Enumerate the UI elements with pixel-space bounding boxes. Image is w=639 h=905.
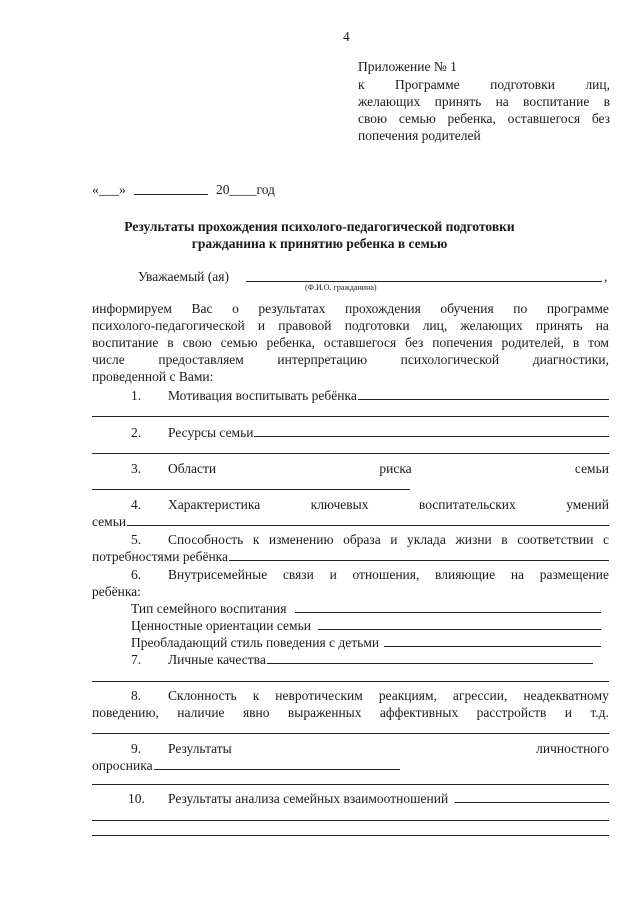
item-3-number: 3. xyxy=(131,461,142,476)
item-7-number: 7. xyxy=(131,652,142,667)
intro-line-2: психолого-педагогической и правовой подготовки лиц, желающих принять на xyxy=(92,318,609,333)
page-number: 4 xyxy=(343,29,350,44)
appendix-line-2: желающих принять на воспитание в xyxy=(358,94,610,109)
item-8-number: 8. xyxy=(131,688,142,703)
item-8-cont: поведению, наличие явно выраженных аффективных расстройств и т.д. xyxy=(92,705,609,720)
item-6-number: 6. xyxy=(131,567,142,582)
heading-line-2: гражданина к принятию ребенка в семью xyxy=(191,236,448,251)
appendix-line-3: свою семью ребенка, оставшегося без xyxy=(358,111,610,126)
fio-caption: (Ф.И.О. гражданина) xyxy=(305,283,377,292)
item-5-field xyxy=(229,548,609,561)
item-9-number: 9. xyxy=(131,741,142,756)
item-6-cont: ребёнка: xyxy=(92,584,141,599)
item-5-cont: потребностями ребёнка xyxy=(92,548,609,565)
item-9-text: Результаты личностного xyxy=(168,741,609,756)
intro-line-1: информируем Вас о результатах прохождения обучения по программе xyxy=(92,301,609,316)
item-6-sub-2-field xyxy=(318,617,601,630)
appendix-line-4: попечения родителей xyxy=(358,128,481,143)
item-9-extra-line xyxy=(92,784,609,785)
salutation-comma: , xyxy=(604,269,608,284)
date-day: «___» xyxy=(92,182,126,197)
item-6-sub-3: Преобладающий стиль поведения с детьми xyxy=(131,634,601,651)
item-3-field xyxy=(92,489,410,490)
item-5-text: Способность к изменению образа и уклада жизни в соответствии с xyxy=(168,532,609,547)
item-1-extra-line xyxy=(92,416,609,417)
item-10-extra-line-1 xyxy=(92,820,609,821)
item-10-extra-line-2 xyxy=(92,835,609,836)
item-9-cont: опросника xyxy=(92,757,400,774)
item-10-label: Результаты анализа семейных взаимоотношений xyxy=(168,791,449,806)
item-2-extra-line xyxy=(92,453,609,454)
salutation-text: Уважаемый (ая) xyxy=(138,269,229,284)
item-7-extra-line xyxy=(92,681,609,682)
item-4-field xyxy=(127,513,609,526)
item-2-number: 2. xyxy=(131,425,142,440)
item-1-field xyxy=(358,387,609,400)
item-4-cont: семьи xyxy=(92,513,609,530)
item-10-number: 10. xyxy=(128,791,145,806)
item-6-sub-1: Тип семейного воспитания xyxy=(131,600,601,617)
item-6-text: Внутрисемейные связи и отношения, влияющие на размещение xyxy=(168,567,609,582)
item-10 xyxy=(168,790,609,807)
appendix-line-1: к Программе подготовки лиц, xyxy=(358,77,610,92)
item-1-label: Мотивация воспитывать ребёнка xyxy=(168,388,357,403)
item-6-sub-3-field xyxy=(384,634,601,647)
item-7 xyxy=(168,651,593,668)
intro-line-3: воспитание в свою семью ребенка, оставшегося без попечения родителей, в том xyxy=(92,335,609,350)
item-7-field xyxy=(267,651,593,664)
intro-line-4: числе предоставляем интерпретацию психологической диагностики, xyxy=(92,352,609,367)
item-2 xyxy=(168,424,609,441)
item-10-field xyxy=(455,790,609,803)
item-7-label: Личные качества xyxy=(168,652,266,667)
date-month-blank xyxy=(134,194,208,195)
item-1 xyxy=(168,387,609,404)
item-6-sub-2: Ценностные ориентации семьи xyxy=(131,617,601,634)
appendix-title: Приложение № 1 xyxy=(358,59,457,74)
heading-line-1: Результаты прохождения психолого-педагогической подготовки xyxy=(124,219,515,234)
item-4-text: Характеристика ключевых воспитательских умений xyxy=(168,497,609,512)
item-5-number: 5. xyxy=(131,532,142,547)
date-year: 20____год xyxy=(216,182,275,197)
item-8-field xyxy=(92,733,609,734)
item-1-number: 1. xyxy=(131,388,142,403)
item-6-sub-1-field xyxy=(295,600,601,613)
intro-line-5: проведенной с Вами: xyxy=(92,369,214,384)
item-3-text: Области риска семьи xyxy=(168,461,609,476)
item-2-field xyxy=(254,424,609,437)
item-8-text: Склонность к невротическим реакциям, агрессии, неадекватному xyxy=(168,688,609,703)
item-9-field xyxy=(154,757,400,770)
item-2-label: Ресурсы семьи xyxy=(168,425,254,440)
fio-field xyxy=(246,281,602,282)
item-4-number: 4. xyxy=(131,497,142,512)
